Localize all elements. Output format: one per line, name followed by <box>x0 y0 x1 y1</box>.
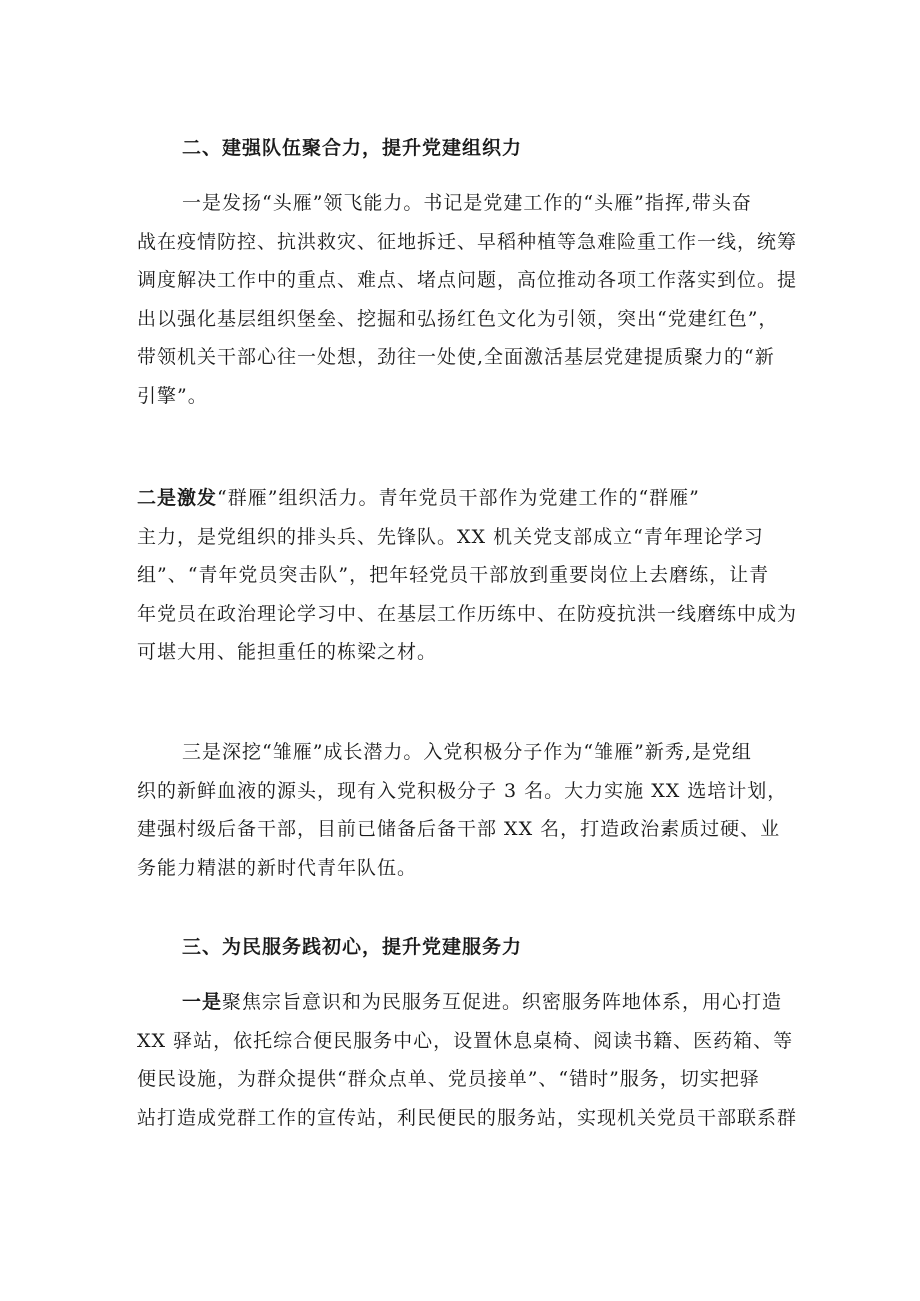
text-line <box>137 479 789 518</box>
text-line: XX 驿站，依托综合便民服务中心，设置休息桌椅、阅读书籍、医药箱、等 <box>137 1029 794 1052</box>
text-line: 可堪大用、能担重任的栋梁之材。 <box>137 641 438 663</box>
text-line: 主力，是党组织的排头兵、先锋队。XX 机关党支部成立“青年理论学习 <box>137 525 764 548</box>
text-line <box>137 983 789 1022</box>
paragraph-lead-goose <box>137 184 798 415</box>
lead-phrase: 二是激发 <box>137 487 218 509</box>
text-line: 组”、“青年党员突击队”，把年轻党员干部放到重要岗位上去磨练，让青 <box>137 564 770 586</box>
text-line: 带领机关干部心往一处想，劲往一处使,全面激活基层党建提质聚力的“新 <box>137 346 775 368</box>
paragraph-young-geese <box>137 733 789 887</box>
text-line: 务能力精湛的新时代青年队伍。 <box>137 856 418 879</box>
paragraph-flock-geese <box>137 479 798 672</box>
text-line: 织的新鲜血液的源头，现有入党积极分子 3 名。大力实施 XX 选培计划， <box>137 779 788 802</box>
text-line: 三是深挖“雏雁”成长潜力。入党积极分子作为“雏雁”新秀,是党组 <box>182 741 752 763</box>
text-line: 一是发扬“头雁”领飞能力。书记是党建工作的“头雁”指挥,带头奋 <box>182 192 752 214</box>
text-line: 年党员在政治理论学习中、在基层工作历练中、在防疫抗洪一线磨练中成为 <box>137 602 798 625</box>
text-line: 便民设施，为群众提供“群众点单、党员接单”、“错时”服务，切实把驿 <box>137 1068 760 1090</box>
text-line: 站打造成党群工作的宣传站，利民便民的服务站，实现机关党员干部联系群 <box>137 1106 798 1129</box>
text-line: 出以强化基层组织堡垒、挖掘和弘扬红色文化为引领，突出“党建红色”， <box>137 307 779 330</box>
text-line: 调度解决工作中的重点、难点、堵点问题，高位推动各项工作落实到位。提 <box>137 269 798 291</box>
section-heading-2: 二、建强队伍聚合力，提升党建组织力 <box>182 137 523 159</box>
text-line: 建强村级后备干部，目前已储备后备干部 XX 名，打造政治素质过硬、业 <box>137 818 781 840</box>
section-heading-3: 三、为民服务践初心，提升党建服务力 <box>182 936 523 958</box>
text-line-rest: “群雁”组织活力。青年党员干部作为党建工作的“群雁” <box>217 487 700 509</box>
text-line: 引擎”。 <box>137 384 208 407</box>
lead-phrase: 一是 <box>182 991 223 1013</box>
paragraph-service <box>137 983 798 1137</box>
text-line: 战在疫情防控、抗洪救灾、征地拆迁、早稻种植等急难险重工作一线，统筹 <box>137 230 798 253</box>
text-line-rest: 聚焦宗旨意识和为民服务互促进。织密服务阵地体系，用心打造 <box>222 991 783 1013</box>
